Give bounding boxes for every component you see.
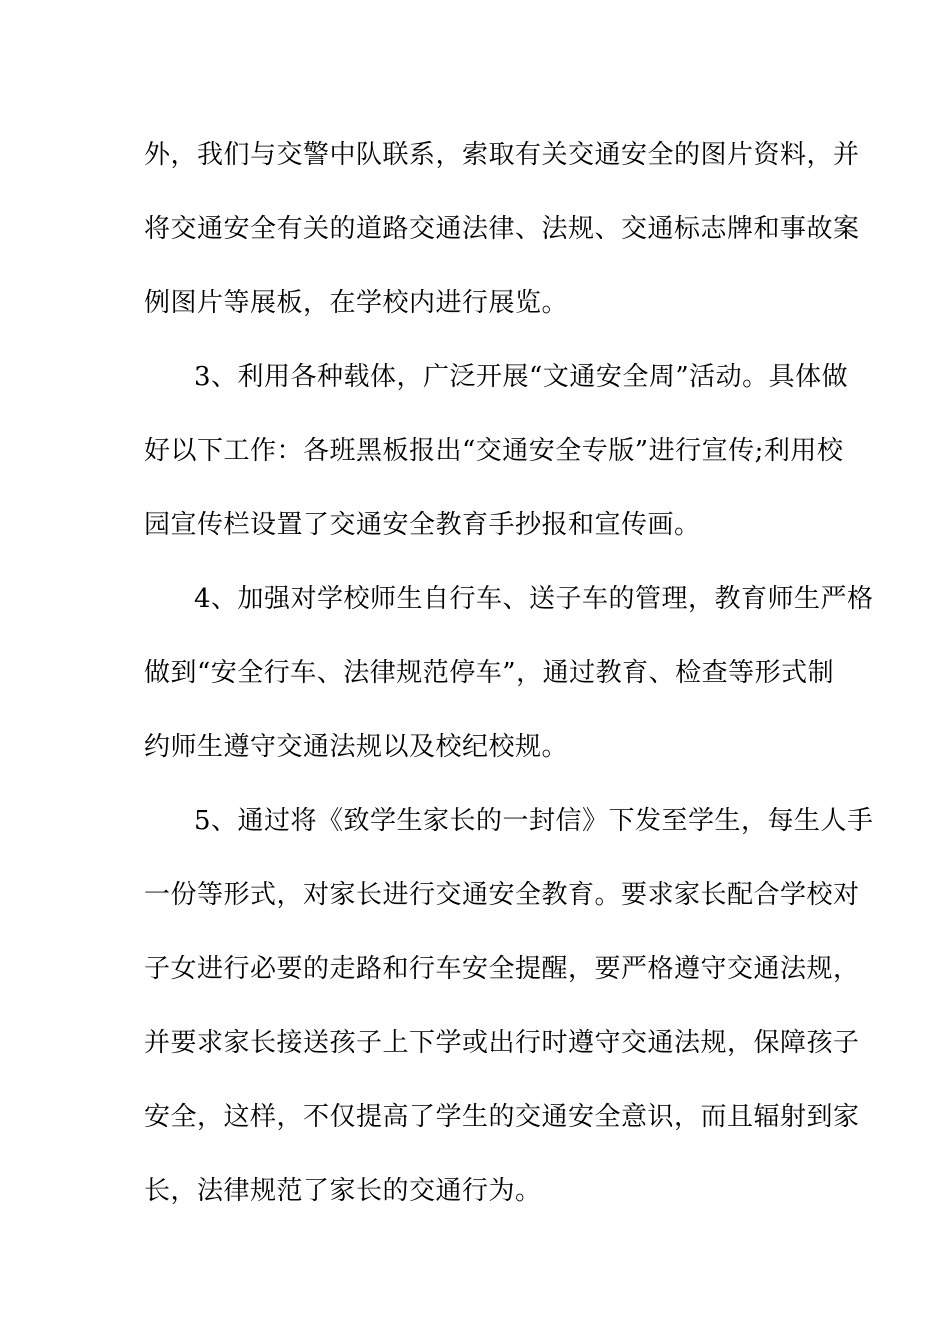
text-line: 例图片等展板，在学校内进行展览。 — [144, 288, 569, 318]
text-line: 一份等形式，对家长进行交通安全教育。要求家长配合学校对 — [144, 880, 860, 910]
text-line: 子女进行必要的走路和行车安全提醒，要严格遵守交通法规， — [144, 954, 860, 984]
paragraph-4-start: 4、加强对学校师生自行车、送子车的管理，教育师生严格 — [194, 584, 874, 614]
text-line: 做到“安全行车、法律规范停车”，通过教育、检查等形式制 — [144, 658, 835, 688]
document-body — [144, 118, 874, 1228]
text-line: 约师生遵守交通法规以及校纪校规。 — [144, 732, 569, 762]
text-line: 好以下工作：各班黑板报出“交通安全专版”进行宣传;利用校 — [144, 436, 844, 466]
text-line: 并要求家长接送孩子上下学或出行时遵守交通法规，保障孩子 — [144, 1028, 860, 1058]
paragraph-3-start: 3、利用各种载体，广泛开展“文通安全周”活动。具体做 — [194, 362, 849, 392]
text-line: 外，我们与交警中队联系，索取有关交通安全的图片资料，并 — [144, 140, 860, 170]
text-line: 长，法律规范了家长的交通行为。 — [144, 1176, 542, 1206]
paragraph-5-start: 5、通过将《致学生家长的一封信》下发至学生，每生人手 — [194, 806, 874, 836]
text-line: 安全，这样，不仅提高了学生的交通安全意识，而且辐射到家 — [144, 1102, 860, 1132]
text-line: 园宣传栏设置了交通安全教育手抄报和宣传画。 — [144, 510, 701, 540]
text-line: 将交通安全有关的道路交通法律、法规、交通标志牌和事故案 — [144, 214, 860, 244]
